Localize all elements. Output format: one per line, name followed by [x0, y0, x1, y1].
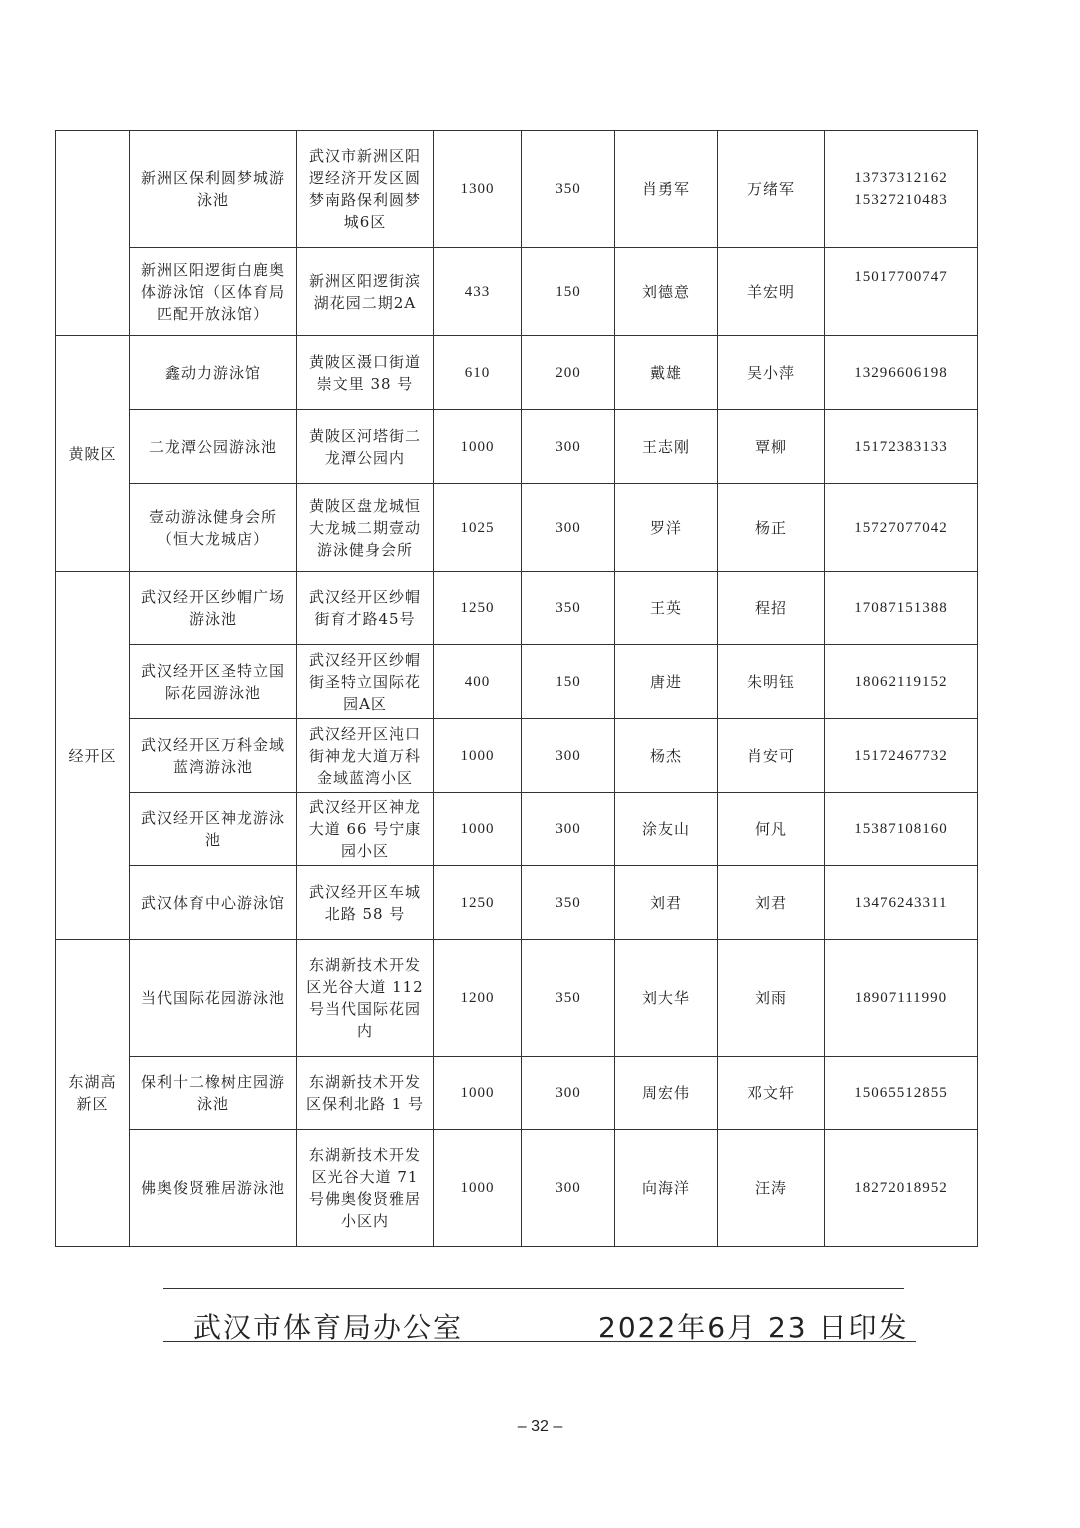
table-row [56, 793, 978, 866]
pool-name: 武汉经开区万科金域蓝湾游泳池 [130, 719, 297, 793]
responsible-person: 万绪军 [718, 131, 825, 248]
contact-person: 向海洋 [615, 1130, 718, 1247]
district-cell-donghu: 东湖高新区 [56, 940, 130, 1247]
pool-name: 保利十二橡树庄园游泳池 [130, 1057, 297, 1130]
pool-capacity: 150 [522, 645, 615, 719]
pool-address: 武汉经开区车城北路 58 号 [297, 866, 434, 940]
pool-name: 武汉经开区圣特立国际花园游泳池 [130, 645, 297, 719]
contact-person: 唐进 [615, 645, 718, 719]
contact-person: 王志刚 [615, 410, 718, 484]
responsible-person: 肖安可 [718, 719, 825, 793]
pool-address: 黄陂区滠口街道崇文里 38 号 [297, 336, 434, 410]
contact-person: 肖勇军 [615, 131, 718, 248]
contact-person: 王英 [615, 572, 718, 645]
phone-number: 13476243311 [825, 866, 978, 940]
table-row [56, 336, 978, 410]
pool-name: 二龙潭公园游泳池 [130, 410, 297, 484]
responsible-person: 程招 [718, 572, 825, 645]
pool-table [55, 130, 978, 1247]
phone-number: 15065512855 [825, 1057, 978, 1130]
responsible-person: 覃柳 [718, 410, 825, 484]
pool-name: 新洲区保利圆梦城游泳池 [130, 131, 297, 248]
phone-number: 15172383133 [825, 410, 978, 484]
responsible-person: 汪涛 [718, 1130, 825, 1247]
pool-area: 1000 [434, 793, 522, 866]
pool-name: 武汉体育中心游泳馆 [130, 866, 297, 940]
pool-capacity: 300 [522, 1057, 615, 1130]
phone-number: 15387108160 [825, 793, 978, 866]
district-cell-xinzhou [56, 131, 130, 336]
contact-person: 周宏伟 [615, 1057, 718, 1130]
responsible-person: 朱明钰 [718, 645, 825, 719]
pool-address: 黄陂区河塔街二龙潭公园内 [297, 410, 434, 484]
district-cell-huangpi: 黄陂区 [56, 336, 130, 572]
pool-capacity: 300 [522, 719, 615, 793]
pool-capacity: 300 [522, 410, 615, 484]
pool-address: 武汉经开区纱帽街圣特立国际花园A区 [297, 645, 434, 719]
pool-name: 武汉经开区神龙游泳池 [130, 793, 297, 866]
issuing-office: 武汉市体育局办公室 [193, 1311, 464, 1344]
pool-address: 武汉经开区纱帽街育才路45号 [297, 572, 434, 645]
phone-number-2: 15327210483 [854, 192, 948, 208]
pool-area: 1000 [434, 1130, 522, 1247]
contact-person: 刘君 [615, 866, 718, 940]
phone-cell [825, 131, 978, 248]
table-row [56, 1057, 978, 1130]
pool-name: 当代国际花园游泳池 [130, 940, 297, 1057]
pool-capacity: 300 [522, 1130, 615, 1247]
pool-name: 新洲区阳逻街白鹿奥体游泳馆（区体育局匹配开放泳馆） [130, 248, 297, 336]
phone-number: 17087151388 [825, 572, 978, 645]
pool-capacity: 200 [522, 336, 615, 410]
phone-number: 18272018952 [825, 1130, 978, 1247]
pool-address: 东湖新技术开发区光谷大道 112 号当代国际花园内 [297, 940, 434, 1057]
table-row [56, 719, 978, 793]
pool-area: 1200 [434, 940, 522, 1057]
pool-area: 1000 [434, 719, 522, 793]
district-cell-jingkai: 经开区 [56, 572, 130, 940]
pool-area: 400 [434, 645, 522, 719]
phone-number: 15727077042 [825, 484, 978, 572]
pool-area: 433 [434, 248, 522, 336]
pool-capacity: 350 [522, 131, 615, 248]
phone-number: 13737312162 [854, 170, 948, 186]
pool-address: 东湖新技术开发区光谷大道 71 号佛奥俊贤雅居小区内 [297, 1130, 434, 1247]
pool-area: 1250 [434, 866, 522, 940]
pool-capacity: 350 [522, 866, 615, 940]
pool-capacity: 350 [522, 572, 615, 645]
responsible-person: 邓文轩 [718, 1057, 825, 1130]
pool-area: 1000 [434, 1057, 522, 1130]
pool-name: 武汉经开区纱帽广场游泳池 [130, 572, 297, 645]
contact-person: 戴雄 [615, 336, 718, 410]
pool-name: 佛奥俊贤雅居游泳池 [130, 1130, 297, 1247]
responsible-person: 刘雨 [718, 940, 825, 1057]
table-row [56, 410, 978, 484]
pool-capacity: 150 [522, 248, 615, 336]
contact-person: 杨杰 [615, 719, 718, 793]
phone-number: 13296606198 [825, 336, 978, 410]
pool-address: 武汉市新洲区阳逻经济开发区圆梦南路保利圆梦城6区 [297, 131, 434, 248]
table-row [56, 940, 978, 1057]
pool-area: 1000 [434, 410, 522, 484]
table-row [56, 484, 978, 572]
table-row [56, 572, 978, 645]
pool-name: 壹动游泳健身会所（恒大龙城店） [130, 484, 297, 572]
phone-number: 15172467732 [825, 719, 978, 793]
pool-area: 1300 [434, 131, 522, 248]
phone-number: 15017700747 [825, 248, 978, 336]
phone-number: 18062119152 [825, 645, 978, 719]
table-row [56, 1130, 978, 1247]
page-number: – 32 – [517, 1418, 563, 1435]
pool-address: 武汉经开区神龙大道 66 号宁康园小区 [297, 793, 434, 866]
table-row [56, 248, 978, 336]
pool-address: 东湖新技术开发区保利北路 1 号 [297, 1057, 434, 1130]
pool-capacity: 350 [522, 940, 615, 1057]
contact-person: 刘德意 [615, 248, 718, 336]
pool-name: 鑫动力游泳馆 [130, 336, 297, 410]
responsible-person: 刘君 [718, 866, 825, 940]
responsible-person: 何凡 [718, 793, 825, 866]
pool-area: 1025 [434, 484, 522, 572]
pool-capacity: 300 [522, 793, 615, 866]
pool-capacity: 300 [522, 484, 615, 572]
table-row [56, 866, 978, 940]
phone-number: 18907111990 [825, 940, 978, 1057]
pool-area: 610 [434, 336, 522, 410]
issue-date: 2022年6月 23 日印发 [598, 1311, 909, 1344]
pool-area: 1250 [434, 572, 522, 645]
footer-bottom-rule [163, 1341, 916, 1342]
pool-address: 新洲区阳逻街滨湖花园二期2A [297, 248, 434, 336]
responsible-person: 羊宏明 [718, 248, 825, 336]
pool-address: 黄陂区盘龙城恒大龙城二期壹动游泳健身会所 [297, 484, 434, 572]
contact-person: 涂友山 [615, 793, 718, 866]
table-row [56, 131, 978, 248]
footer-top-rule [163, 1288, 904, 1289]
table-row [56, 645, 978, 719]
contact-person: 刘大华 [615, 940, 718, 1057]
responsible-person: 杨正 [718, 484, 825, 572]
contact-person: 罗洋 [615, 484, 718, 572]
pool-address: 武汉经开区沌口街神龙大道万科金域蓝湾小区 [297, 719, 434, 793]
responsible-person: 吴小萍 [718, 336, 825, 410]
